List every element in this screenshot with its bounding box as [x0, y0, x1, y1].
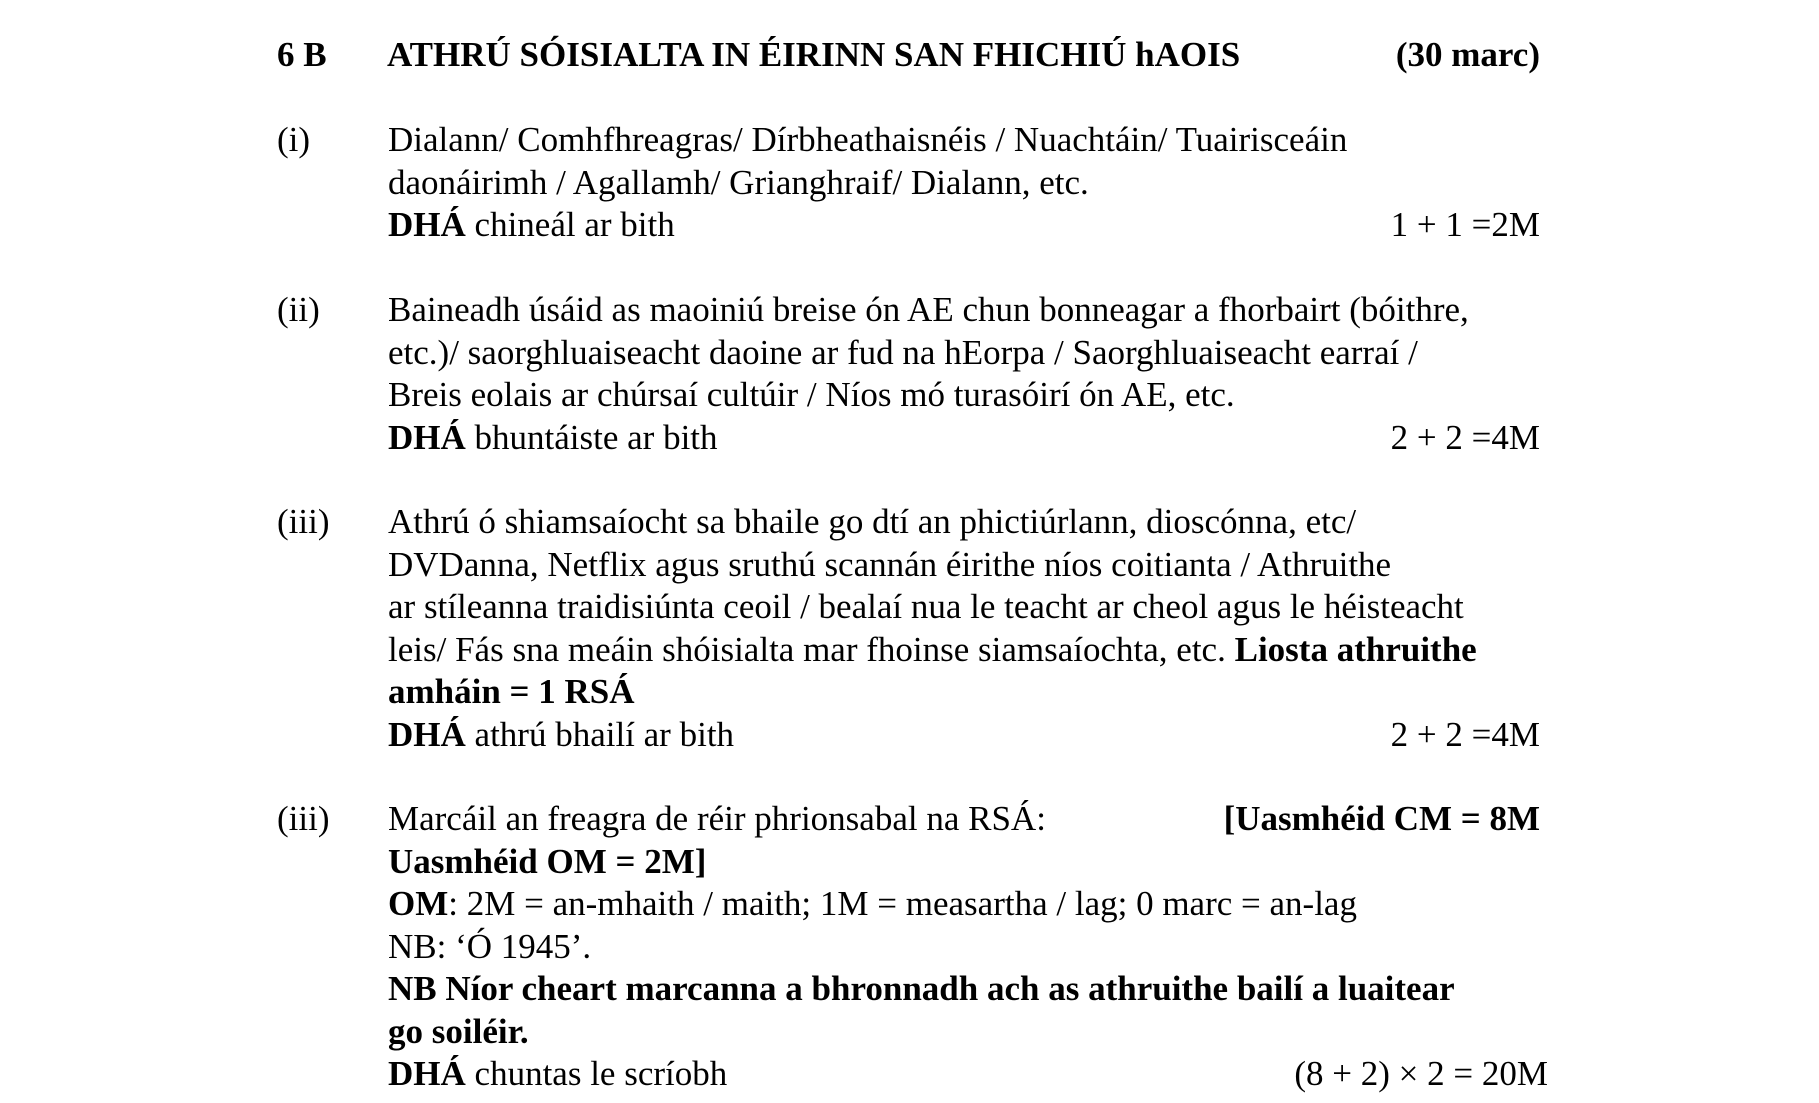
answer-line: ar stíleanna traidisiúnta ceoil / bealaí nua le teacht ar cheol agus le héisteacht	[388, 587, 1464, 626]
part-body	[388, 289, 1540, 459]
part-label: (iii)	[277, 502, 330, 541]
note-bold: NB Níor cheart marcanna a bhronnadh ach as athruithe bailí a luaitear	[388, 969, 1455, 1008]
answer-line: Baineadh úsáid as maoiniú breise ón AE chun bonneagar a fhorbairt (bóithre,	[388, 290, 1469, 329]
part-score: 2 + 2 =4M	[1390, 714, 1540, 754]
instruction-line	[388, 714, 1540, 757]
answer-line: DVDanna, Netflix agus sruthú scannán éirithe níos coitianta / Athruithe	[388, 544, 1392, 584]
max-om-note: Uasmhéid OM = 2M]	[388, 841, 707, 881]
part-score: 1 + 1 =2M	[1390, 205, 1540, 244]
answer-line	[388, 671, 1540, 714]
part-label: (i)	[277, 120, 311, 159]
section-heading	[277, 33, 1540, 77]
instruction-line	[388, 417, 1540, 460]
instruction-text: bhuntáiste ar bith	[465, 417, 718, 457]
part-body	[388, 501, 1540, 756]
part-label: (iii)	[277, 799, 330, 838]
answer-line: Breis eolais ar chúrsaí cultúir / Níos mó turasóirí ón AE, etc.	[388, 375, 1235, 414]
answer-line: Dialann/ Comhfhreagras/ Dírbheathaisnéis / Nuachtáin/ Tuairisceáin	[388, 120, 1348, 159]
note-bold: Liosta athruithe	[1234, 629, 1477, 669]
marking-instruction: Marcáil an freagra de réir phrionsabal na RSÁ:	[388, 799, 1046, 838]
question-number: 6 B	[277, 35, 327, 74]
instruction-keyword: DHÁ	[388, 205, 466, 244]
answer-line: NB: ‘Ó 1945’.	[388, 926, 592, 966]
answer-text: leis/ Fás sna meáin shóisialta mar fhoinse siamsaíochta, etc.	[388, 629, 1235, 669]
answer-line	[388, 629, 1540, 672]
instruction-line	[388, 1053, 1548, 1096]
instruction-text: athrú bhailí ar bith	[465, 714, 735, 754]
answer-line: Athrú ó shiamsaíocht sa bhaile go dtí an phictiúrlann, dioscónna, etc/	[388, 502, 1357, 541]
instruction-keyword: DHÁ	[388, 714, 466, 754]
instruction-line	[388, 204, 1540, 247]
note-bold: amháin = 1 RSÁ	[388, 672, 635, 711]
part-body	[388, 798, 1548, 1096]
part-score: (8 + 2) × 2 = 20M	[1294, 1054, 1548, 1093]
question-total-marks: (30 marc)	[1395, 35, 1540, 74]
om-scale: : 2M = an-mhaith / maith; 1M = measartha / lag; 0 marc = an-lag	[448, 884, 1357, 923]
answer-line	[388, 798, 1540, 841]
instruction-text: chuntas le scríobh	[465, 1054, 728, 1093]
answer-line	[388, 1011, 1540, 1054]
answer-line	[388, 841, 1540, 884]
answer-line	[388, 883, 1540, 926]
instruction-text: chineál ar bith	[465, 205, 675, 244]
om-label: OM	[388, 884, 449, 923]
answer-line: daonáirimh / Agallamh/ Grianghraif/ Dialann, etc.	[388, 162, 1089, 202]
answer-line: etc.)/ saorghluaiseacht daoine ar fud na hEorpa / Saorghluaiseacht earraí /	[388, 332, 1418, 372]
answer-line	[388, 968, 1540, 1011]
note-bold: go soiléir.	[388, 1011, 529, 1051]
instruction-keyword: DHÁ	[388, 417, 466, 457]
part-score: 2 + 2 =4M	[1390, 417, 1540, 457]
question-title: ATHRÚ SÓISIALTA IN ÉIRINN SAN FHICHIÚ hAOIS	[387, 35, 1241, 74]
part-label: (ii)	[277, 290, 320, 329]
instruction-keyword: DHÁ	[388, 1054, 466, 1093]
max-cm-note: [Uasmhéid CM = 8M	[1223, 799, 1540, 838]
part-body	[388, 119, 1540, 247]
